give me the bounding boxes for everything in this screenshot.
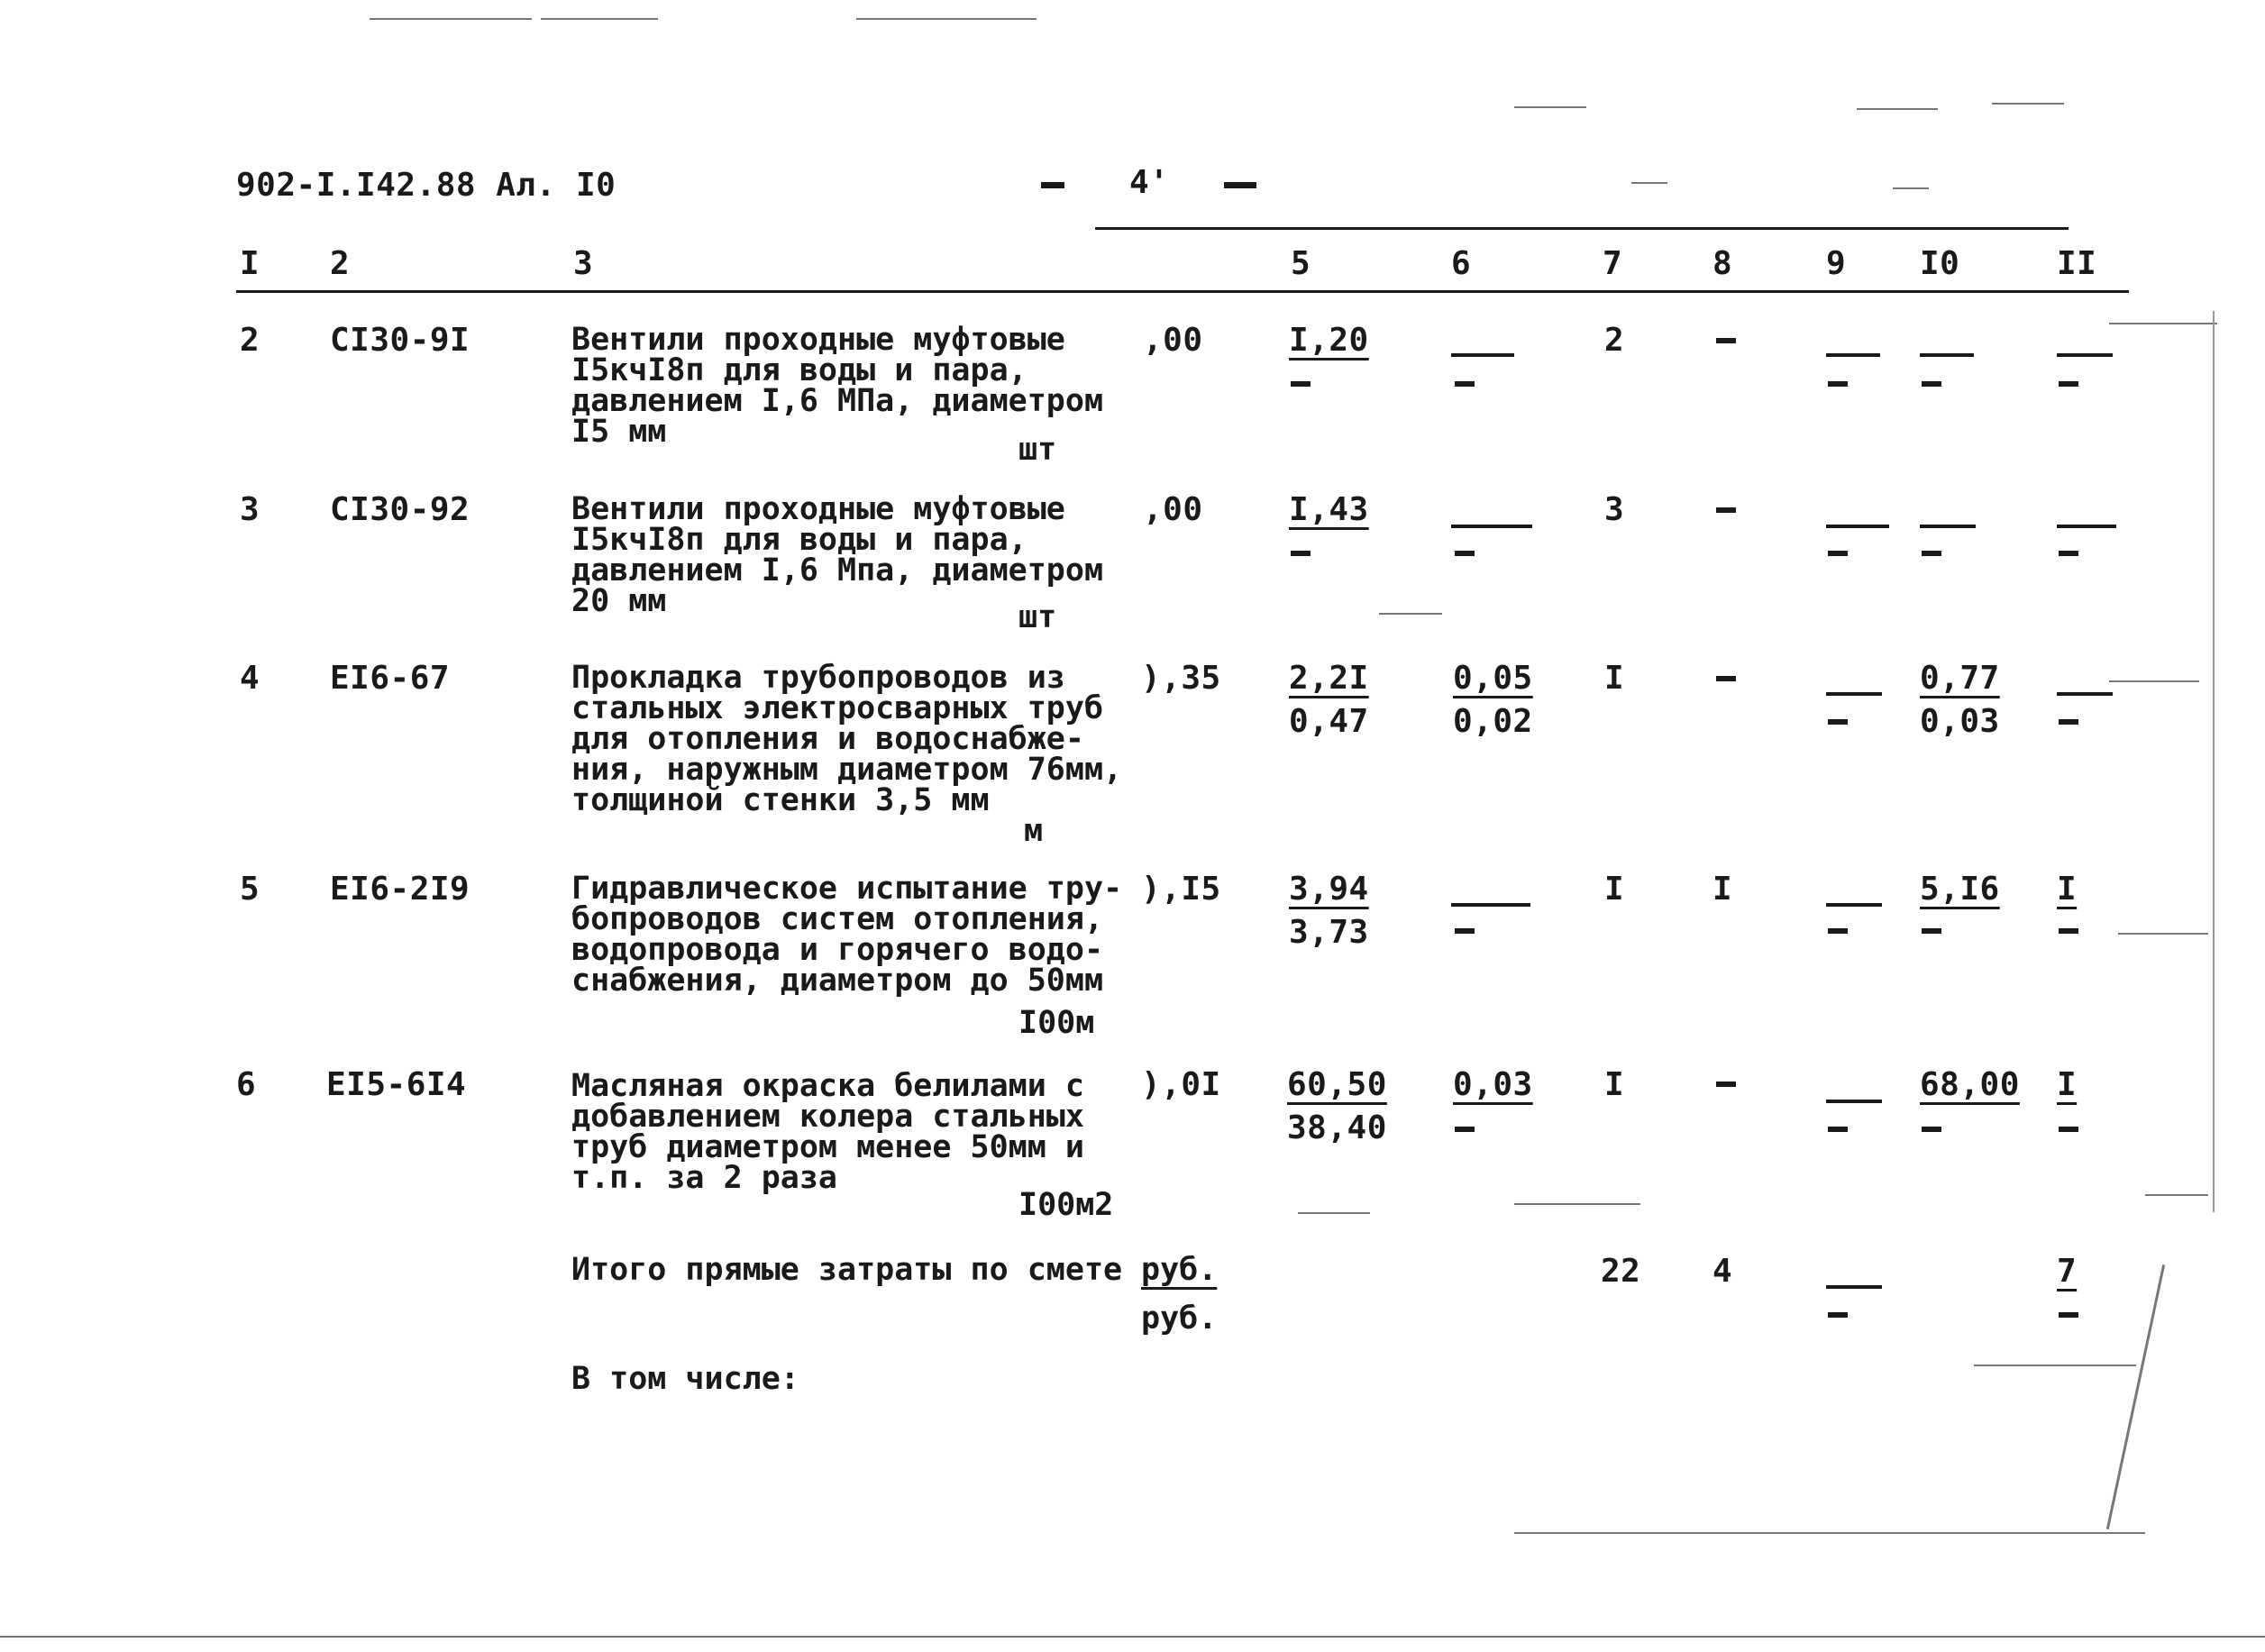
row-desc-line: снабжения, диаметром до 50мм (571, 963, 1104, 999)
row-unit: I00м2 (1018, 1187, 1114, 1223)
row-col10-bottom: 0,03 (1920, 703, 2000, 740)
scan-artifact (1514, 106, 1586, 108)
row-desc-line: Вентили проходные муфтовые (571, 491, 1065, 527)
row-col5-top: I,43 (1289, 491, 1369, 528)
row-col11-bottom-dash (2059, 928, 2078, 934)
total-unit-2: руб. (1141, 1301, 1218, 1337)
row-col5-bottom-dash (1291, 551, 1311, 556)
row-col6-bottom-dash (1455, 928, 1475, 934)
row-desc-line: ния, наружным диаметром 76мм, (571, 752, 1123, 788)
page-number: 4' (1129, 164, 1170, 201)
row-desc-line: для отопления и водоснабже- (571, 721, 1084, 757)
row-col9-bottom-dash (1828, 719, 1848, 725)
row-col11-bottom-dash (2059, 719, 2078, 725)
row-col7: 3 (1604, 491, 1625, 528)
row-col9-bottom-dash (1828, 928, 1848, 934)
row-code: ЕI6-2I9 (330, 871, 470, 908)
row-col6-bar (1451, 903, 1530, 907)
header-bottom-rule (236, 290, 2129, 293)
row-code: CI30-9I (330, 322, 470, 359)
scan-artifact (1514, 1532, 2145, 1534)
row-col5-top: 60,50 (1287, 1066, 1387, 1103)
row-col6-bottom-dash (1455, 381, 1475, 387)
col-header-9: 9 (1826, 245, 1847, 282)
scan-artifact (1631, 182, 1667, 184)
row-desc-line: толщиной стенки 3,5 мм (571, 782, 990, 818)
row-col9-bottom-dash (1828, 551, 1848, 556)
col-header-8: 8 (1712, 245, 1733, 282)
row-col10-bar (1920, 353, 1974, 357)
row-code: ЕI6-67 (330, 660, 451, 697)
row-col9-bar (1826, 353, 1880, 357)
col-header-3: 3 (573, 245, 594, 282)
scan-artifact (0, 1636, 2265, 1638)
row-col6-bar (1451, 353, 1514, 357)
row-col9-bottom-dash (1828, 381, 1848, 387)
row-col11-bottom-dash (2059, 551, 2078, 556)
total-col9-bottom-dash (1828, 1312, 1848, 1318)
row-col10-bottom-dash (1922, 1127, 1941, 1132)
scan-artifact (1992, 103, 2064, 105)
row-number: 3 (240, 491, 260, 528)
row-desc-line: труб диаметром менее 50мм и (571, 1129, 1084, 1165)
scan-artifact (1514, 1203, 1640, 1205)
row-col4: ),I5 (1141, 871, 1221, 908)
total-col11: 7 (2057, 1253, 2078, 1290)
row-number: 6 (236, 1066, 257, 1103)
row-col10-top: 0,77 (1920, 660, 2000, 697)
col-header-6: 6 (1451, 245, 1472, 282)
scan-artifact (1893, 187, 1929, 189)
row-col8-dash (1716, 1082, 1736, 1087)
total-col8: 4 (1712, 1253, 1733, 1290)
row-col10-bottom-dash (1922, 928, 1941, 934)
row-desc-line: Прокладка трубопроводов из (571, 660, 1065, 696)
scan-artifact (2145, 1194, 2208, 1196)
row-col11-bottom-dash (2059, 1127, 2078, 1132)
row-col5-top: 2,2I (1289, 660, 1369, 697)
header-top-rule (1095, 227, 2069, 230)
row-col7: I (1604, 660, 1625, 697)
total-label: Итого прямые затраты по смете (571, 1252, 1123, 1288)
row-unit: I00м (1018, 1005, 1095, 1041)
row-col5-bottom: 3,73 (1289, 914, 1369, 951)
row-col10-top: 68,00 (1920, 1066, 2020, 1103)
row-col5-bottom: 0,47 (1289, 703, 1369, 740)
row-col7: I (1604, 1066, 1625, 1103)
row-col5-bottom-dash (1291, 381, 1311, 387)
row-desc-line: I5кчI8п для воды и пара, (571, 352, 1027, 388)
page-dash-left (1041, 182, 1064, 188)
row-desc-line: Вентили проходные муфтовые (571, 322, 1065, 358)
row-col11: I (2057, 871, 2078, 908)
row-col6-bottom: 0,02 (1453, 703, 1533, 740)
row-col8: I (1712, 871, 1733, 908)
row-desc-line: Гидравлическое испытание тру- (571, 871, 1123, 907)
row-col10-bottom-dash (1922, 381, 1941, 387)
row-desc-line: Масляная окраска белилами с (571, 1068, 1084, 1104)
row-unit: шт (1018, 432, 1057, 468)
document-code: 902-I.I42.88 Ал. I0 (236, 167, 616, 204)
row-col9-bar (1826, 692, 1882, 696)
scan-artifact (1857, 108, 1938, 110)
row-unit: шт (1018, 599, 1057, 635)
scan-artifact (2109, 680, 2199, 682)
row-col7: 2 (1604, 322, 1625, 359)
row-col10-bottom-dash (1922, 551, 1941, 556)
row-col8-dash (1716, 338, 1736, 343)
total-col11-bottom-dash (2059, 1312, 2078, 1318)
row-desc-line: водопровода и горячего водо- (571, 932, 1104, 968)
row-col5-bottom: 38,40 (1287, 1109, 1387, 1146)
row-col4: ),0I (1141, 1066, 1221, 1103)
row-col6-bar (1451, 525, 1532, 528)
scan-artifact (2106, 1264, 2165, 1529)
row-number: 5 (240, 871, 260, 908)
row-col9-bottom-dash (1828, 1127, 1848, 1132)
row-desc-line: 20 мм (571, 583, 667, 619)
scan-artifact (1298, 1212, 1370, 1214)
row-col11-bar (2057, 692, 2113, 696)
row-col6-bottom-dash (1455, 551, 1475, 556)
row-desc-line: давлением I,6 МПа, диаметром (571, 383, 1104, 419)
row-code: ЕI5-6I4 (326, 1066, 467, 1103)
row-col11-bottom-dash (2059, 381, 2078, 387)
scan-artifact (1974, 1364, 2136, 1366)
page-dash-right (1224, 182, 1256, 188)
row-col5-top: I,20 (1289, 322, 1369, 359)
col-header-5: 5 (1291, 245, 1311, 282)
col-header-1: I (240, 245, 260, 282)
row-col9-bar (1826, 525, 1889, 528)
row-col11-bar (2057, 353, 2113, 357)
row-col11-bar (2057, 525, 2116, 528)
scan-artifact (541, 18, 658, 20)
row-col8-dash (1716, 676, 1736, 681)
scan-artifact (856, 18, 1037, 20)
total-unit-1: руб. (1141, 1252, 1218, 1288)
col-header-2: 2 (330, 245, 351, 282)
total-col7: 22 (1601, 1253, 1641, 1290)
row-desc-line: добавлением колера стальных (571, 1099, 1084, 1135)
row-col10-bar (1920, 525, 1976, 528)
row-col7: I (1604, 871, 1625, 908)
row-col8-dash (1716, 507, 1736, 513)
row-col6-bottom-dash (1455, 1127, 1475, 1132)
row-desc-line: бопроводов систем отопления, (571, 901, 1104, 937)
including-label: В том числе: (571, 1361, 799, 1397)
row-col9-bar (1826, 903, 1882, 907)
row-number: 2 (240, 322, 260, 359)
col-header-7: 7 (1603, 245, 1623, 282)
row-col5-top: 3,94 (1289, 871, 1369, 908)
row-col9-bar (1826, 1100, 1882, 1103)
total-col9-bar (1826, 1285, 1882, 1289)
row-col4: ,00 (1143, 322, 1203, 359)
scan-artifact (1379, 613, 1442, 615)
row-number: 4 (240, 660, 260, 697)
row-code: CI30-92 (330, 491, 470, 528)
row-desc-line: стальных электросварных труб (571, 690, 1104, 726)
scan-artifact (370, 18, 532, 20)
row-desc-line: давлением I,6 Мпа, диаметром (571, 552, 1104, 589)
col-header-11: II (2057, 245, 2097, 282)
row-col6-top: 0,05 (1453, 660, 1533, 697)
scan-artifact (2109, 323, 2217, 324)
row-col10-top: 5,I6 (1920, 871, 2000, 908)
col-header-10: I0 (1920, 245, 1960, 282)
scan-artifact (2118, 933, 2208, 935)
row-col11: I (2057, 1066, 2078, 1103)
row-desc-line: т.п. за 2 раза (571, 1160, 838, 1196)
row-col4: ,00 (1143, 491, 1203, 528)
row-unit: м (1024, 813, 1044, 849)
row-col4: ),35 (1141, 660, 1221, 697)
row-col6-top: 0,03 (1453, 1066, 1533, 1103)
scan-artifact (2213, 311, 2215, 1212)
row-desc-line: I5 мм (571, 414, 667, 450)
row-desc-line: I5кчI8п для воды и пара, (571, 522, 1027, 558)
